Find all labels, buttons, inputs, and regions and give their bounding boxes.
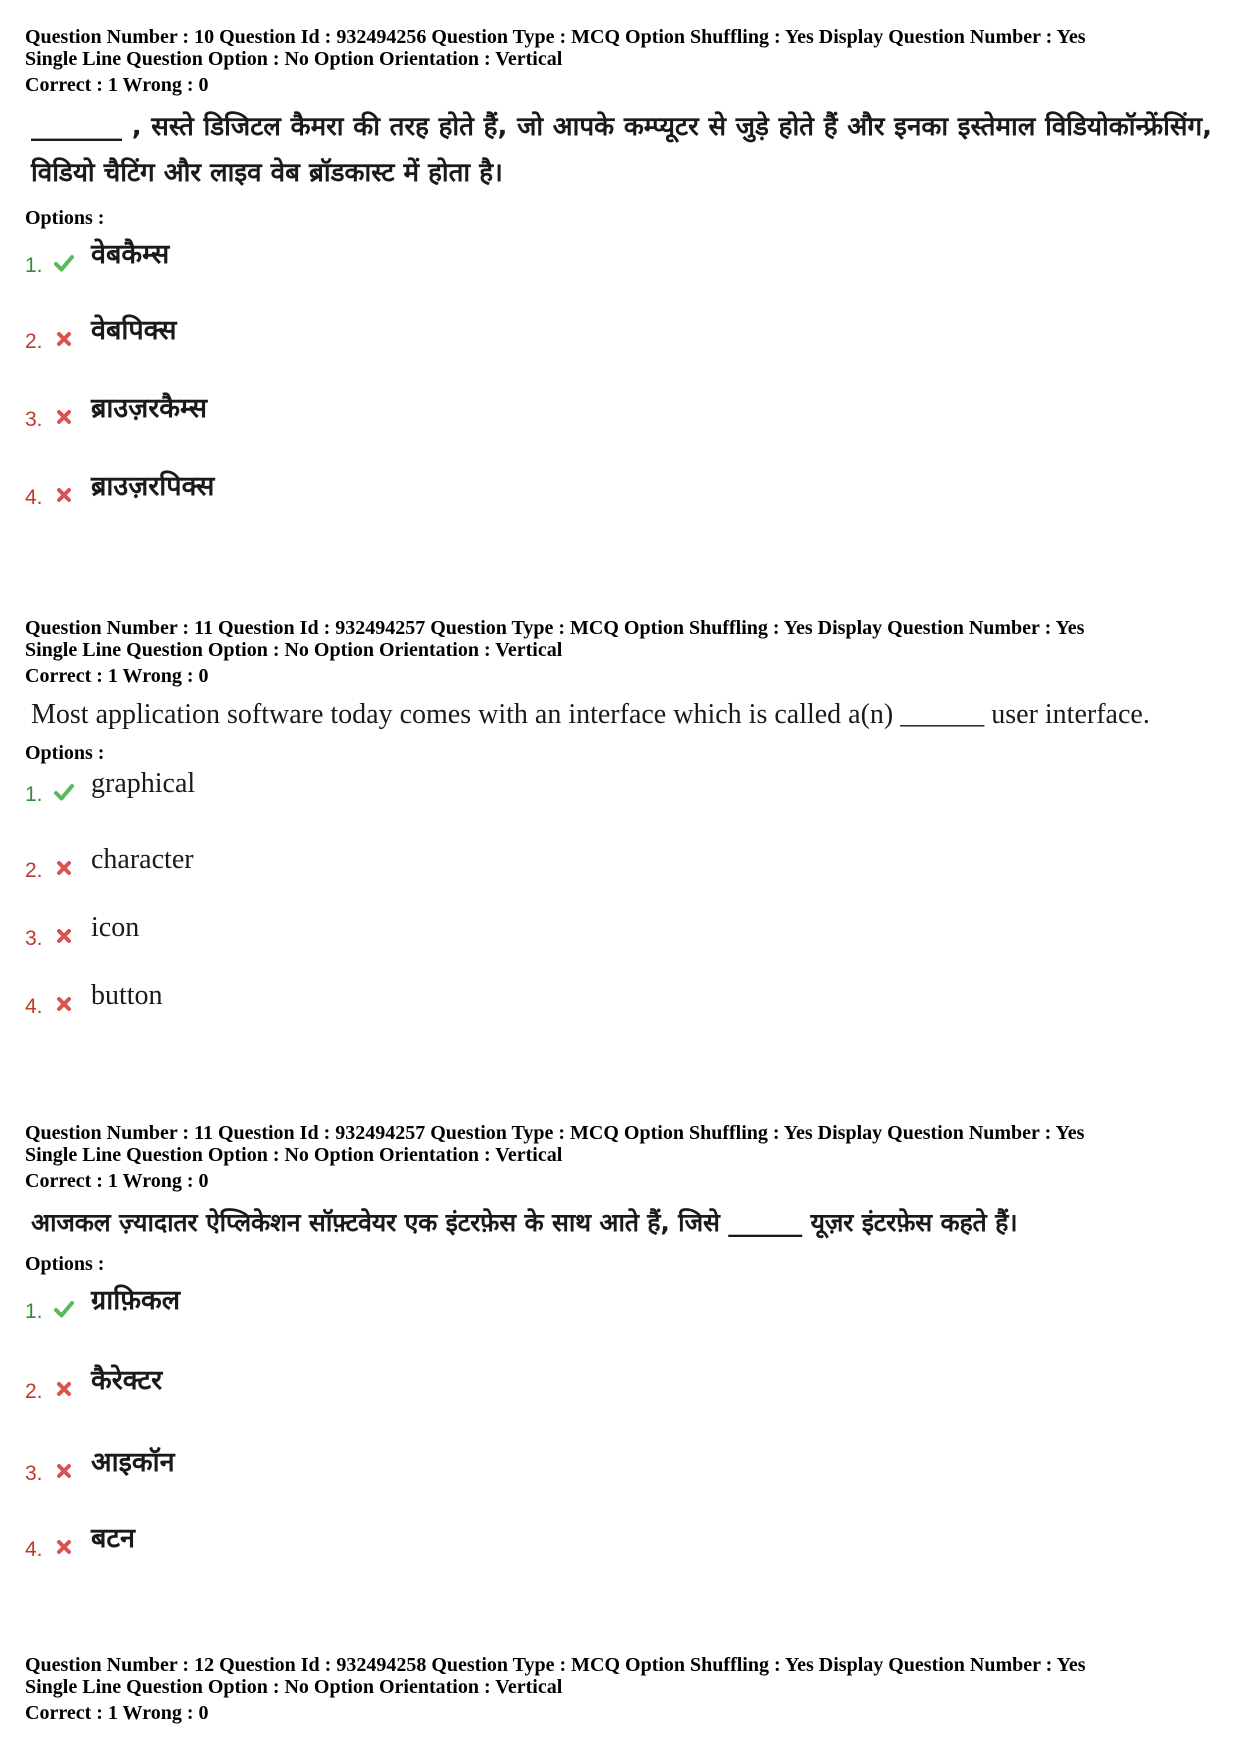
- option-number: 4.: [25, 486, 43, 509]
- question-meta-line: Single Line Question Option : No Option Orientation : Vertical: [25, 1676, 563, 1698]
- cross-icon: [53, 1378, 75, 1400]
- cross-icon: [53, 1536, 75, 1558]
- check-icon: [53, 781, 75, 803]
- check-icon: [53, 1298, 75, 1320]
- option-number: 2.: [25, 1380, 43, 1403]
- options-label: Options :: [25, 742, 105, 764]
- cross-icon: [53, 857, 75, 879]
- cross-icon: [53, 328, 75, 350]
- question-block-12: [25, 1654, 1220, 1724]
- option-text: ग्राफ़िकल: [91, 1285, 181, 1316]
- option-text: कैरेक्टर: [91, 1365, 163, 1396]
- cross-icon: [53, 1460, 75, 1482]
- option-number: 4.: [25, 995, 43, 1018]
- question-score-line: Correct : 1 Wrong : 0: [25, 665, 209, 687]
- option-text: ब्राउज़रकैम्स: [91, 393, 208, 424]
- option-text: बटन: [91, 1523, 136, 1554]
- option-item: [25, 1523, 1220, 1561]
- option-item: [25, 315, 1220, 353]
- option-text: वेबपिक्स: [91, 315, 177, 346]
- question-meta-line: Single Line Question Option : No Option Orientation : Vertical: [25, 48, 563, 70]
- option-number: 3.: [25, 408, 43, 431]
- option-item: [25, 239, 1220, 277]
- question-meta-line: Question Number : 11 Question Id : 932494257 Question Type : MCQ Option Shuffling : Yes Display Question Number : Yes: [25, 1122, 1085, 1144]
- cross-icon: [53, 925, 75, 947]
- option-number: 4.: [25, 1538, 43, 1561]
- question-text: आजकल ज़्यादातर ऐप्लिकेशन सॉफ़्टवेयर एक इंटरफ़ेस के साथ आते हैं, जिसे ______ यूज़र इंटरफ़ेस कहते हैं।: [31, 1208, 1018, 1237]
- option-text: वेबकैम्स: [91, 239, 170, 270]
- cross-icon: [53, 406, 75, 428]
- option-text: character: [91, 844, 194, 875]
- question-meta-line: Question Number : 12 Question Id : 932494258 Question Type : MCQ Option Shuffling : Yes Display Question Number : Yes: [25, 1654, 1086, 1676]
- option-number: 2.: [25, 330, 43, 353]
- check-icon: [53, 252, 75, 274]
- option-item: [25, 1365, 1220, 1403]
- question-block-10: [25, 26, 1220, 509]
- option-number: 3.: [25, 927, 43, 950]
- question-score-line: Correct : 1 Wrong : 0: [25, 1170, 209, 1192]
- option-item: [25, 1285, 1220, 1323]
- option-text: icon: [91, 912, 140, 943]
- option-item: [25, 1447, 1220, 1485]
- option-item: [25, 844, 1220, 882]
- option-text: graphical: [91, 768, 196, 799]
- question-text: Most application software today comes with an interface which is called a(n) ______ user interface.: [31, 699, 1150, 730]
- question-meta-line: Single Line Question Option : No Option Orientation : Vertical: [25, 639, 563, 661]
- option-number: 1.: [25, 783, 43, 806]
- option-text: आइकॉन: [91, 1447, 175, 1478]
- option-number: 1.: [25, 1300, 43, 1323]
- options-label: Options :: [25, 207, 105, 229]
- option-number: 2.: [25, 859, 43, 882]
- cross-icon: [53, 993, 75, 1015]
- question-block-11-english: [25, 617, 1220, 1018]
- option-text: ब्राउज़रपिक्स: [91, 471, 215, 502]
- question-score-line: Correct : 1 Wrong : 0: [25, 1702, 209, 1724]
- question-score-line: Correct : 1 Wrong : 0: [25, 74, 209, 96]
- question-meta-line: Question Number : 11 Question Id : 932494257 Question Type : MCQ Option Shuffling : Yes Display Question Number : Yes: [25, 617, 1085, 639]
- options-label: Options :: [25, 1253, 105, 1275]
- question-block-11-hindi: [25, 1122, 1220, 1561]
- question-meta-line: Question Number : 10 Question Id : 932494256 Question Type : MCQ Option Shuffling : Yes Display Question Number : Yes: [25, 26, 1086, 48]
- option-item: [25, 393, 1220, 431]
- question-text: _______ , सस्ते डिजिटल कैमरा की तरह होते हैं, जो आपके कम्प्यूटर से जुड़े होते हैं और इनका इस्तेमाल विडियोकॉन्फ्रेंसिंग, विडियो चैटिंग और लाइव वेब ब्रॉडकास्ट में होता है।: [31, 112, 1212, 188]
- option-item: [25, 980, 1220, 1018]
- option-item: [25, 912, 1220, 950]
- cross-icon: [53, 484, 75, 506]
- option-number: 3.: [25, 1462, 43, 1485]
- option-item: [25, 768, 1220, 806]
- option-item: [25, 471, 1220, 509]
- option-number: 1.: [25, 254, 43, 277]
- option-text: button: [91, 980, 163, 1011]
- question-meta-line: Single Line Question Option : No Option Orientation : Vertical: [25, 1144, 563, 1166]
